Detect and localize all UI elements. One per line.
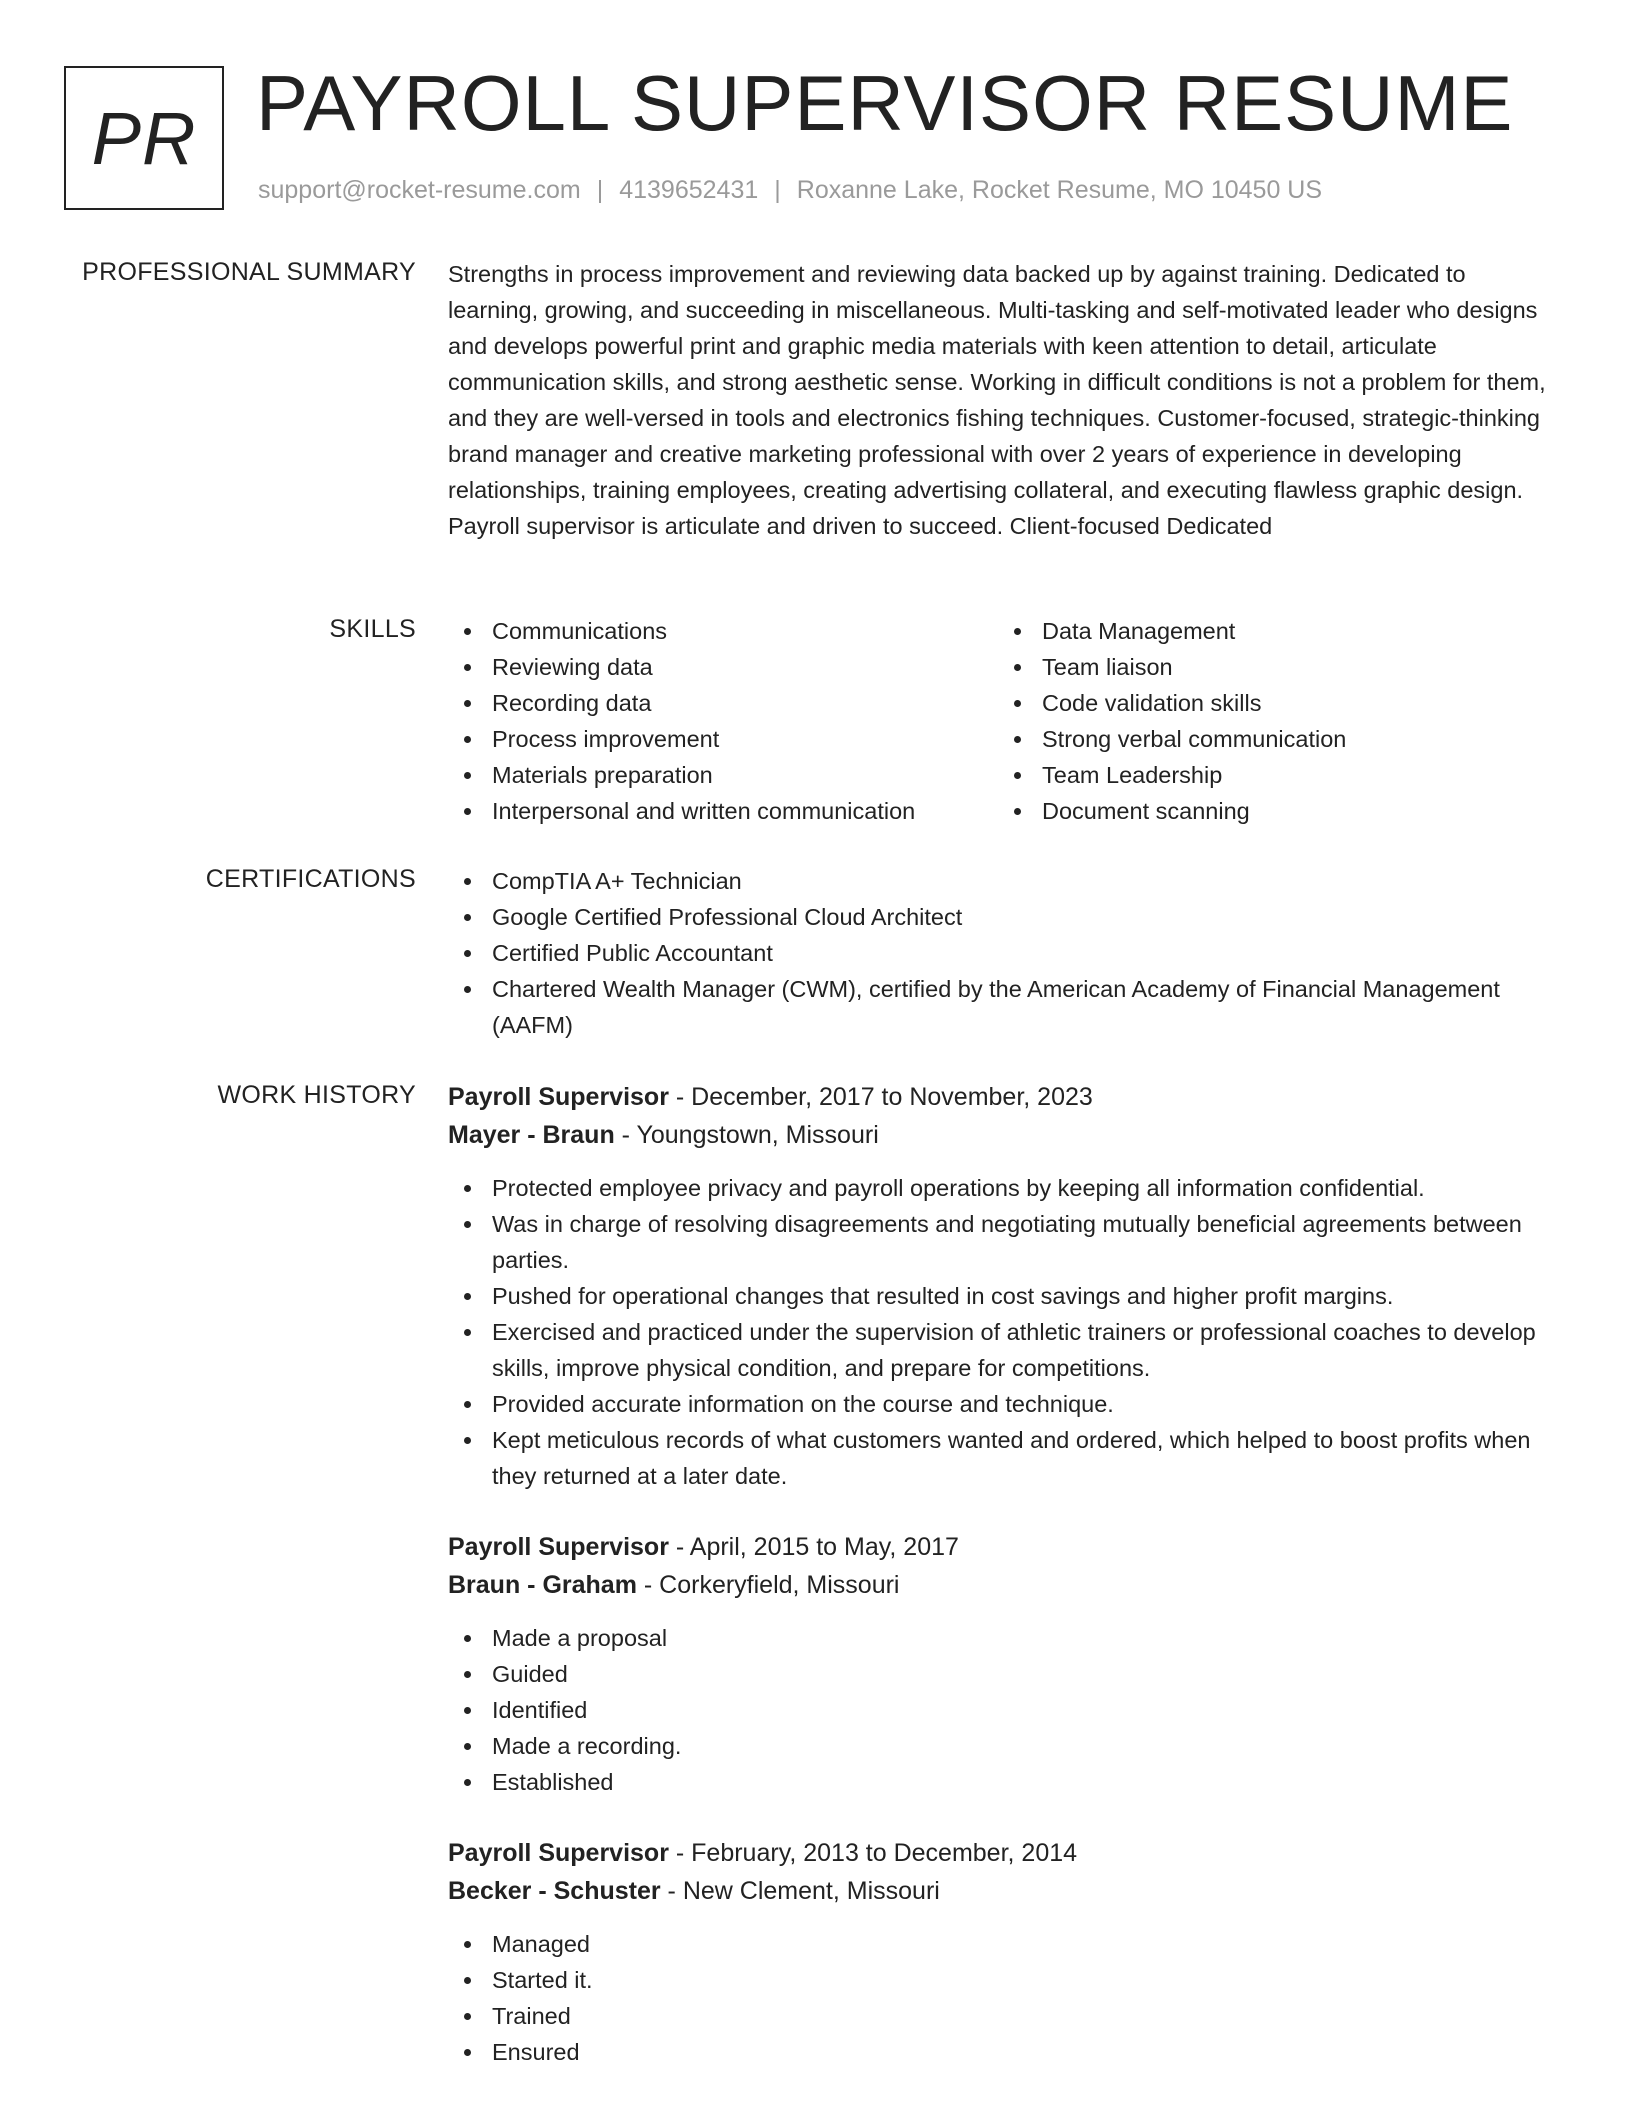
skills-section <box>448 613 1560 829</box>
job-bullet: Ensured <box>448 2034 1560 2070</box>
job-bullet: Established <box>448 1764 1560 1800</box>
job-bullet: Exercised and practiced under the supervision of athletic trainers or professional coaches to develop skills, improve physical condition, and prepare for competitions. <box>448 1314 1560 1386</box>
skill-item: Interpersonal and written communication <box>448 793 998 829</box>
job-bullet: Trained <box>448 1998 1560 2034</box>
contact-separator: | <box>774 176 781 204</box>
section-label-certifications: CERTIFICATIONS <box>205 865 416 893</box>
skill-item: Data Management <box>998 613 1548 649</box>
skills-list-right <box>998 613 1548 829</box>
contact-separator: | <box>596 176 604 204</box>
job-dates: - February, 2013 to December, 2014 <box>668 1839 1078 1867</box>
job-bullet: Guided <box>448 1656 1560 1692</box>
job-title: Payroll Supervisor <box>448 1083 669 1111</box>
monogram-initials: PR <box>91 96 197 180</box>
section-label-summary: PROFESSIONAL SUMMARY <box>82 258 416 286</box>
job-bullet: Managed <box>448 1926 1560 1962</box>
certifications-list <box>448 863 1560 1043</box>
skill-item: Recording data <box>448 685 998 721</box>
certification-item: CompTIA A+ Technician <box>448 863 1560 899</box>
certification-item: Certified Public Accountant <box>448 935 1560 971</box>
job-company: Braun - Graham <box>448 1571 637 1599</box>
skill-item: Materials preparation <box>448 757 998 793</box>
skills-list-left <box>448 613 998 829</box>
skill-item: Team liaison <box>998 649 1548 685</box>
contact-address: Roxanne Lake, Rocket Resume, MO 10450 US <box>796 176 1323 204</box>
job-company-line <box>448 1566 1560 1604</box>
job-bullet: Provided accurate information on the course and technique. <box>448 1386 1560 1422</box>
job-company: Mayer - Braun <box>448 1121 615 1149</box>
job-title: Payroll Supervisor <box>448 1839 669 1867</box>
summary-text: Strengths in process improvement and reviewing data backed up by against training. Dedicated to learning, growing, and succeeding in miscellaneous. Multi-tasking and self-motivated leader who designs and develops powerful print and graphic media materials with keen attention to detail, articulate communication skills, and strong aesthetic sense. Working in difficult conditions is not a problem for them, and they are well-versed in tools and electronics fishing techniques. Customer-focused, strategic-thinking brand manager and creative marketing professional with over 2 years of experience in developing relationships, training employees, creating advertising collateral, and executing flawless graphic design. Payroll supervisor is articulate and driven to succeed. Client-focused Dedicated <box>448 261 1546 539</box>
job-entry <box>448 1528 1560 1800</box>
job-bullet: Protected employee privacy and payroll operations by keeping all information confidential. <box>448 1170 1560 1206</box>
job-location: - New Clement, Missouri <box>660 1877 940 1905</box>
skill-item: Process improvement <box>448 721 998 757</box>
job-company-line <box>448 1872 1560 1910</box>
job-bullets <box>448 1620 1560 1800</box>
job-bullet: Made a recording. <box>448 1728 1560 1764</box>
certification-item: Chartered Wealth Manager (CWM), certified by the American Academy of Financial Management (AAFM) <box>448 971 1560 1043</box>
certification-item: Google Certified Professional Cloud Architect <box>448 899 1560 935</box>
summary-section <box>448 256 1560 544</box>
job-bullet: Pushed for operational changes that resulted in cost savings and higher profit margins. <box>448 1278 1560 1314</box>
contact-phone: 4139652431 <box>619 176 759 204</box>
contact-email: support@rocket-resume.com <box>258 176 581 204</box>
monogram-box <box>64 66 224 210</box>
job-bullet: Started it. <box>448 1962 1560 1998</box>
job-company: Becker - Schuster <box>448 1877 661 1905</box>
skill-item: Team Leadership <box>998 757 1548 793</box>
contact-line <box>258 176 1322 205</box>
skill-item: Reviewing data <box>448 649 998 685</box>
job-bullet: Was in charge of resolving disagreements and negotiating mutually beneficial agreements between parties. <box>448 1206 1560 1278</box>
section-label-skills: SKILLS <box>329 615 416 643</box>
job-title: Payroll Supervisor <box>448 1533 669 1561</box>
job-title-line <box>448 1078 1560 1116</box>
job-title-line <box>448 1528 1560 1566</box>
job-bullet: Made a proposal <box>448 1620 1560 1656</box>
job-company-line <box>448 1116 1560 1154</box>
skill-item: Strong verbal communication <box>998 721 1548 757</box>
job-title-line <box>448 1834 1560 1872</box>
resume-title: PAYROLL SUPERVISOR RESUME <box>256 59 1514 147</box>
job-entry <box>448 1834 1560 2070</box>
job-bullet: Identified <box>448 1692 1560 1728</box>
job-dates: - December, 2017 to November, 2023 <box>668 1083 1093 1111</box>
job-location: - Corkeryfield, Missouri <box>636 1571 900 1599</box>
work-history-section <box>448 1078 1560 2104</box>
job-entry <box>448 1078 1560 1494</box>
job-bullets <box>448 1170 1560 1494</box>
skill-item: Code validation skills <box>998 685 1548 721</box>
job-bullet: Kept meticulous records of what customers wanted and ordered, which helped to boost profits when they returned at a later date. <box>448 1422 1560 1494</box>
skill-item: Communications <box>448 613 998 649</box>
section-label-work-history: WORK HISTORY <box>217 1081 416 1109</box>
job-bullets <box>448 1926 1560 2070</box>
job-location: - Youngstown, Missouri <box>614 1121 879 1149</box>
job-dates: - April, 2015 to May, 2017 <box>668 1533 959 1561</box>
certifications-section <box>448 863 1560 1043</box>
skill-item: Document scanning <box>998 793 1548 829</box>
